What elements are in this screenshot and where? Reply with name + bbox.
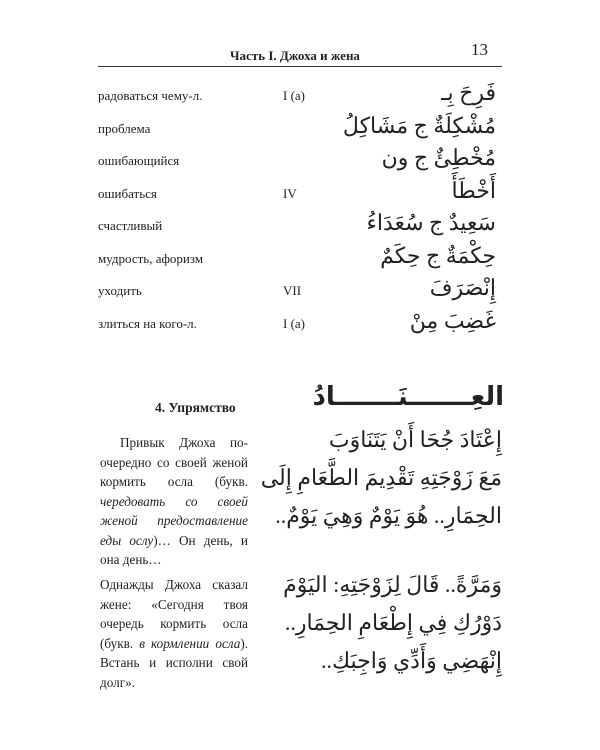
arabic-line: وَمَرَّةً.. قَالَ لِزَوْجَتِهِ: اليَوْمَ: [283, 572, 502, 597]
vocab-row: [98, 307, 502, 345]
arabic-line: دَوْرُكِ فِي إِطْعَامِ الحِمَارِ..: [284, 610, 502, 635]
vocab-translation: радоваться чему-л.: [98, 88, 203, 103]
vocab-arabic: غَضِبَ مِنْ: [409, 307, 496, 333]
section-title-ar: العِـــــــنَـــــــادُ: [312, 382, 504, 412]
vocab-translation: проблема: [98, 120, 151, 136]
vocab-arabic: إِنْصَرَفَ: [429, 275, 496, 300]
vocab-arabic: مُخْطِئٌ ج ون: [381, 145, 496, 170]
verb-form: I (a): [283, 315, 306, 331]
paragraph-text: ). Встань и исполни свой долг».: [100, 635, 249, 690]
vocab-translation: ошибаться: [98, 185, 157, 201]
vocab-translation: злиться на кого-л.: [98, 315, 197, 331]
vocab-translation: счастливый: [98, 218, 163, 233]
russian-paragraph-1: [100, 433, 248, 570]
paragraph-text: Однажды Джоха сказал жене: «Сегодня твоя очередь кормить осла (букв.: [100, 577, 248, 651]
arabic-paragraph-1: [261, 421, 502, 535]
section-title-ru: 4. Упрямство: [155, 400, 236, 415]
verb-form: I (a): [283, 88, 306, 103]
vocab-translation: мудрость, афоризм: [98, 250, 204, 266]
vocabulary-list: [98, 80, 502, 344]
paragraph-italic: в кормлении осла: [139, 635, 241, 651]
vocab-translation: уходить: [98, 283, 142, 298]
vocab-arabic: أَخْطَأَ: [451, 177, 496, 203]
vocab-row: [98, 145, 502, 182]
paragraph-text: )… Он день, и она день…: [100, 532, 248, 567]
vocab-arabic: حِكْمَةٌ ج حِكَمٌ: [380, 242, 496, 268]
arabic-line: إِنْهَضِي وَأَدِّي وَاجِبَكِ..: [320, 648, 502, 673]
paragraph-text: Привык Джоха поочередно со своей женой кормить осла (букв.: [100, 435, 248, 489]
verb-form: IV: [283, 185, 297, 201]
running-title: Часть I. Джоха и жена: [230, 48, 360, 63]
vocab-arabic: مُشْكِلَةٌ ج مَشَاكِلُ: [342, 112, 496, 138]
page-number: 13: [471, 40, 488, 59]
arabic-line: إِعْتَادَ جُحَا أَنْ يَتَنَاوَبَ: [328, 427, 502, 452]
arabic-paragraph-2: [283, 566, 502, 680]
paragraph-italic: чередовать со своей женой предоставление еды ослу: [100, 493, 248, 548]
page-header: [98, 38, 502, 67]
vocab-translation: ошибающийся: [98, 153, 180, 168]
verb-form: VII: [283, 283, 302, 298]
russian-paragraph-2: [100, 575, 248, 692]
vocab-arabic: سَعِيدٌ ج سُعَدَاءُ: [366, 210, 496, 235]
arabic-line: الحِمَارِ.. هُوَ يَوْمٌ وَهِيَ يَوْمٌ..: [275, 503, 502, 528]
arabic-line: مَعَ زَوْجَتِهِ تَقْدِيمَ الطَّعَامِ إِلَى: [260, 465, 502, 490]
vocab-arabic: فَرِحَ بِـ: [441, 80, 496, 105]
